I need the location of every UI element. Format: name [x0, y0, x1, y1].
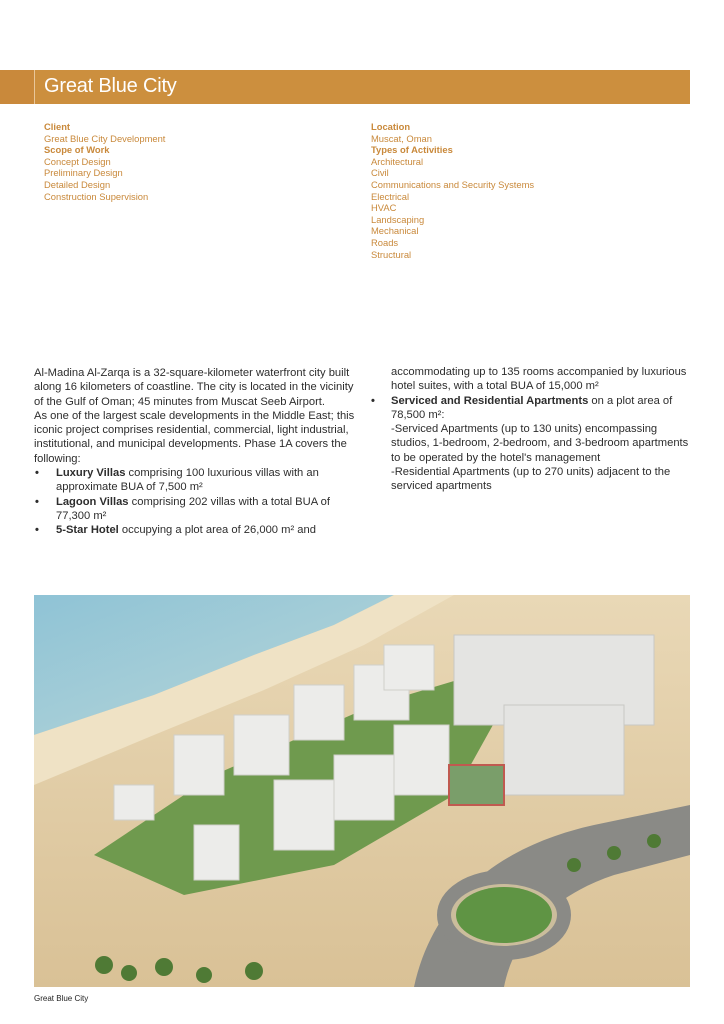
bullet-text: comprising 100 luxurious villas with an approximate BUA of 7,500 m² — [56, 467, 319, 494]
bullet-item — [34, 523, 364, 537]
activity-item: Landscaping — [371, 213, 425, 225]
description-right-column — [371, 365, 691, 494]
serviced-apartments-note: -Serviced Apartments (up to 130 units) encompassing studios, 1-bedroom, 2-bedroom, and 3-bedroom apartments to be operated by the hotel's management — [391, 423, 689, 464]
page-title: Great Blue City — [44, 75, 177, 97]
title-accent-block — [0, 70, 35, 104]
tree — [95, 956, 113, 974]
activity-item: Communications and Security Systems — [371, 178, 535, 190]
bullet-bold: Lagoon Villas — [56, 495, 129, 508]
villa-block — [234, 715, 289, 775]
activity-item: Civil — [371, 167, 389, 179]
bullet-bold: Luxury Villas — [56, 467, 126, 480]
phase-bullet-list — [34, 466, 364, 537]
project-details-left — [44, 121, 344, 202]
description-left-column — [34, 366, 364, 538]
bullet-text: on a plot area of 78,500 m²: — [391, 394, 673, 421]
activity-item: Structural — [371, 248, 412, 260]
apartments-bullet-list — [371, 394, 691, 423]
villa-block — [384, 645, 434, 690]
bullet-item — [34, 495, 364, 524]
villa-block — [114, 785, 154, 820]
villa-block — [334, 755, 394, 820]
villa-block — [274, 780, 334, 850]
activity-item: Roads — [371, 236, 399, 248]
bullet-item — [371, 394, 691, 423]
villa-block — [294, 685, 344, 740]
location-label: Location — [371, 121, 411, 132]
activity-item: HVAC — [371, 202, 397, 214]
hotel-continued-text: accommodating up to 135 rooms accompanied by luxurious hotel suites, with a total BUA of 15,000 m² — [391, 366, 687, 393]
intro-paragraph-2: As one of the largest scale developments in the Middle East; this iconic project comprises residential, commercial, light industrial, institutional, and municipal developments. Phase 1A covers the following: — [34, 409, 355, 465]
roundabout-green — [456, 887, 552, 943]
bullet-bold: Serviced and Residential Apartments — [391, 394, 589, 407]
villa-block — [394, 725, 449, 795]
villa-block — [194, 825, 239, 880]
bullet-item — [34, 466, 364, 495]
scope-item: Detailed Design — [44, 178, 111, 190]
activities-label: Types of Activities — [371, 144, 453, 156]
residential-apartments-note: -Residential Apartments (up to 270 units) adjacent to the serviced apartments — [391, 466, 671, 493]
bullet-text: comprising 202 villas with a total BUA of 77,300 m² — [56, 495, 330, 522]
aerial-rendering-image — [34, 595, 690, 987]
tree — [567, 858, 581, 872]
bullet-bold: 5-Star Hotel — [56, 524, 119, 537]
tree — [647, 834, 661, 848]
tree — [607, 846, 621, 860]
scope-item: Concept Design — [44, 155, 111, 167]
tree — [196, 967, 212, 983]
title-bar — [0, 70, 690, 104]
image-caption: Great Blue City — [34, 994, 89, 1003]
villa-block — [174, 735, 224, 795]
scope-item: Construction Supervision — [44, 190, 149, 202]
tree — [245, 962, 263, 980]
bullet-text: occupying a plot area of 26,000 m² and — [118, 524, 316, 537]
location-value: Muscat, Oman — [371, 132, 432, 144]
hotel-building — [504, 705, 624, 795]
project-details-right — [371, 121, 691, 260]
activity-item: Architectural — [371, 155, 424, 167]
client-label: Client — [44, 121, 71, 132]
client-value: Great Blue City Development — [44, 132, 166, 144]
tree — [121, 965, 137, 981]
scope-label: Scope of Work — [44, 144, 110, 156]
tennis-court — [449, 765, 504, 805]
tree — [155, 958, 173, 976]
aerial-rendering-illustration — [34, 595, 690, 987]
activity-item: Electrical — [371, 190, 410, 202]
scope-item: Preliminary Design — [44, 167, 123, 179]
activity-item: Mechanical — [371, 225, 419, 237]
intro-paragraph: Al-Madina Al-Zarqa is a 32-square-kilometer waterfront city built along 16 kilometers of coastline. The city is located in the vicinity of the Gulf of Oman; 45 minutes from Muscat Seeb Airport. — [34, 367, 354, 408]
